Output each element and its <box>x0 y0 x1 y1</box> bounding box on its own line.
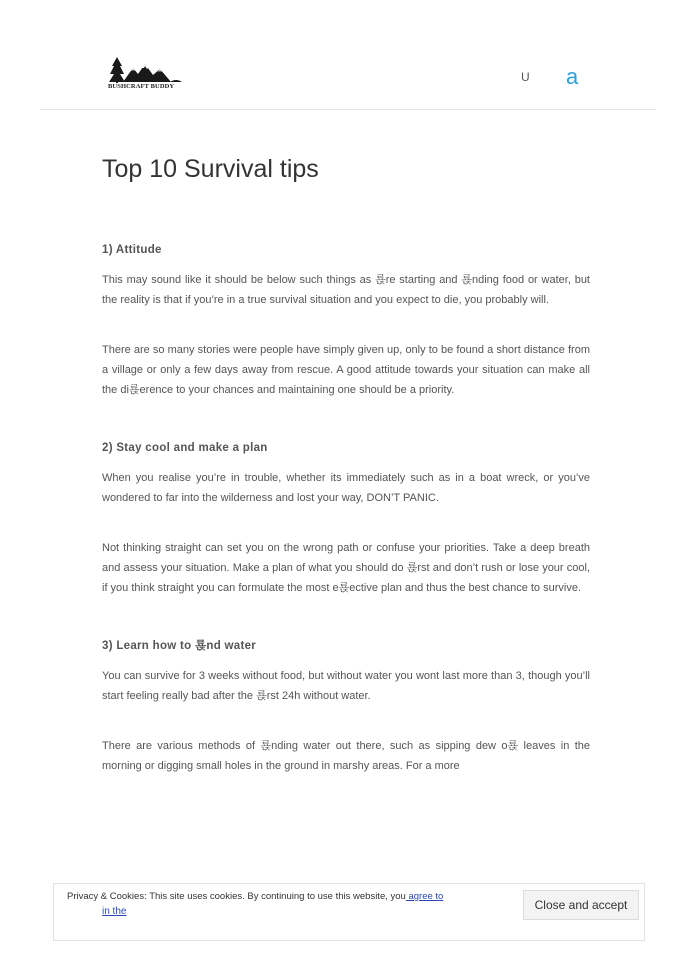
paragraph: When you realise you’re in trouble, whether its immediately such as in a boat wreck, or you’ve wondered to far into the wilderness and lost your way, DON’T PANIC. <box>102 472 590 504</box>
nav-icon-u[interactable]: U <box>521 70 530 84</box>
cookie-text <box>67 889 497 905</box>
nav-icon-a[interactable]: a <box>566 64 579 89</box>
cookie-banner <box>53 883 645 941</box>
section-heading-attitude: 1) Attitude <box>102 244 162 256</box>
site-header <box>40 40 656 110</box>
page-title: Top 10 Survival tips <box>102 155 319 183</box>
paragraph: You can survive for 3 weeks without food, but without water you wont last more than 3, though you’ll start feeling really bad after the 룑rst 24h without water. <box>102 670 590 702</box>
paragraph: There are so many stories were people have simply given up, only to be found a short distance from a village or only a few days away from rescue. A good attitude towards your situation can make all the di룑erence to your chances and maintaining one should be a priority. <box>102 344 590 396</box>
cookie-message: Privacy & Cookies: This site uses cookies. By continuing to use this website, you <box>67 891 406 902</box>
section-heading-plan: 2) Stay cool and make a plan <box>102 442 268 454</box>
close-and-accept-button[interactable]: Close and accept <box>523 890 639 920</box>
cookie-agree-link[interactable]: agree to <box>405 891 444 902</box>
logo-mountains-icon <box>108 56 186 84</box>
paragraph: This may sound like it should be below such things as 룑re starting and 룑nding food or water, but the reality is that if you’re in a true survival situation and you expect to die, you probably will. <box>102 274 590 306</box>
paragraph: There are various methods of 룑nding water out there, such as sipping dew o룑 leaves in the morning or digging small holes in the ground in marshy areas. For a more <box>102 740 590 772</box>
article-content <box>102 242 590 776</box>
logo-text: BUSHCRAFT BUDDY <box>108 83 175 90</box>
paragraph: Not thinking straight can set you on the wrong path or confuse your priorities. Take a deep breath and assess your situation. Make a plan of what you should do 룑rst and don’t rush or lose your cool, if you think straight you can formulate the most e룑ective plan and thus the best chance to survive. <box>102 542 590 594</box>
site-logo[interactable] <box>108 56 186 96</box>
cookie-link-continued[interactable]: in the <box>102 906 127 917</box>
section-heading-water: 3) Learn how to 룑nd water <box>102 640 257 652</box>
